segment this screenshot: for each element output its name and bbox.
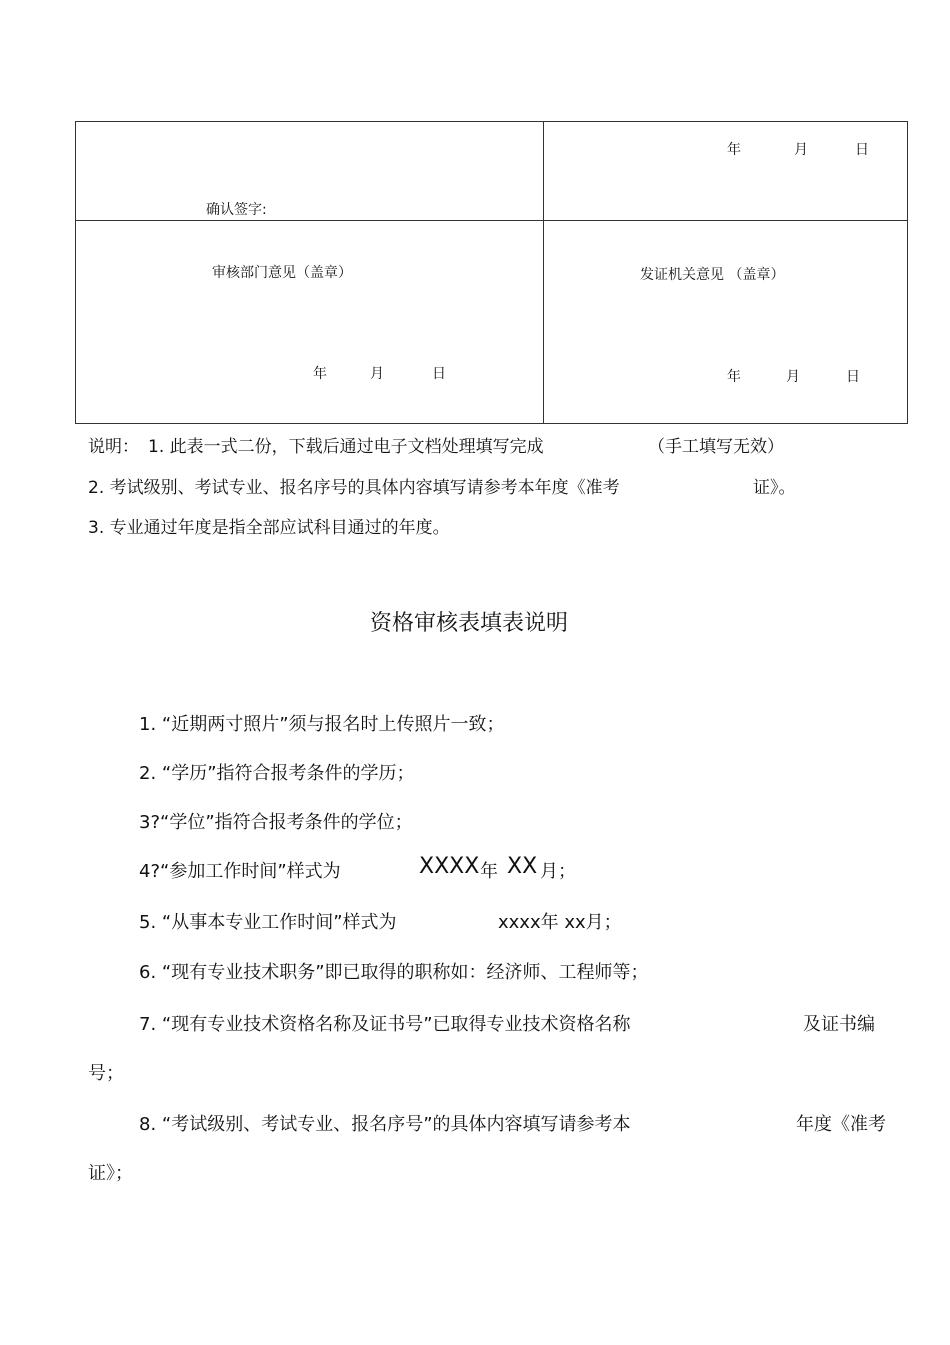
instruction-item-8-end: 证》； (88, 1163, 133, 1184)
audit-date-year: 年 (313, 366, 327, 382)
top-date-day: 日 (855, 142, 869, 158)
issuer-date-year: 年 (727, 369, 741, 385)
issuer-date-day: 日 (846, 369, 860, 385)
audit-dept-label: 审核部门意见（盖章） (212, 265, 352, 281)
instruction-item-5: 5. “从事本专业工作时间”样式为 (139, 912, 397, 933)
instruction-item-4-year: 年 (480, 861, 498, 882)
instruction-item-8: 8. “考试级别、考试专业、报名序号”的具体内容填写请参考本 (139, 1114, 631, 1135)
confirm-signature-label: 确认签字: (206, 202, 267, 218)
instruction-item-8-cont: 年度《准考 (796, 1114, 886, 1135)
instruction-item-7: 7. “现有专业技术资格名称及证书号”已取得专业技术资格名称 (139, 1014, 631, 1035)
instruction-item-2: 2. “学历”指符合报考条件的学历； (139, 763, 415, 784)
instruction-item-4-month: 月； (540, 861, 576, 882)
instructions-title: 资格审核表填表说明 (370, 611, 569, 636)
instruction-item-4: 4?“参加工作时间”样式为 (139, 861, 341, 882)
top-date-month: 月 (794, 142, 808, 158)
issuer-date-month: 月 (786, 369, 800, 385)
notes-line-1: 1. 此表一式二份，下载后通过电子文档处理填写完成 (148, 437, 544, 457)
table-divider-vertical (543, 121, 544, 423)
instruction-item-3: 3?“学位”指符合报考条件的学位； (139, 812, 413, 833)
instruction-item-4-xx: XX (507, 854, 538, 879)
audit-date-day: 日 (432, 366, 446, 382)
instruction-item-5-value: xxxx年 xx月； (498, 912, 622, 933)
notes-line-1-suffix: （手工填写无效） (648, 437, 784, 457)
instruction-item-6: 6. “现有专业技术职务”即已取得的职称如：经济师、工程师等； (139, 962, 649, 983)
instruction-item-7-end: 号； (88, 1063, 124, 1084)
issuer-label: 发证机关意见 （盖章） (640, 267, 785, 283)
top-date-year: 年 (727, 142, 741, 158)
instruction-item-1: 1. “近期两寸照片”须与报名时上传照片一致； (139, 714, 505, 735)
notes-line-2: 2. 考试级别、考试专业、报名序号的具体内容填写请参考本年度《准考 (88, 478, 620, 498)
notes-line-2-suffix: 证》。 (753, 478, 796, 498)
audit-date-month: 月 (370, 366, 384, 382)
notes-prefix: 说明： (88, 437, 139, 457)
notes-line-3: 3. 专业通过年度是指全部应试科目通过的年度。 (88, 518, 450, 538)
instruction-item-7-cont: 及证书编 (803, 1014, 875, 1035)
table-divider-horizontal (75, 220, 907, 221)
instruction-item-4-xxxx: XXXX (419, 854, 480, 879)
